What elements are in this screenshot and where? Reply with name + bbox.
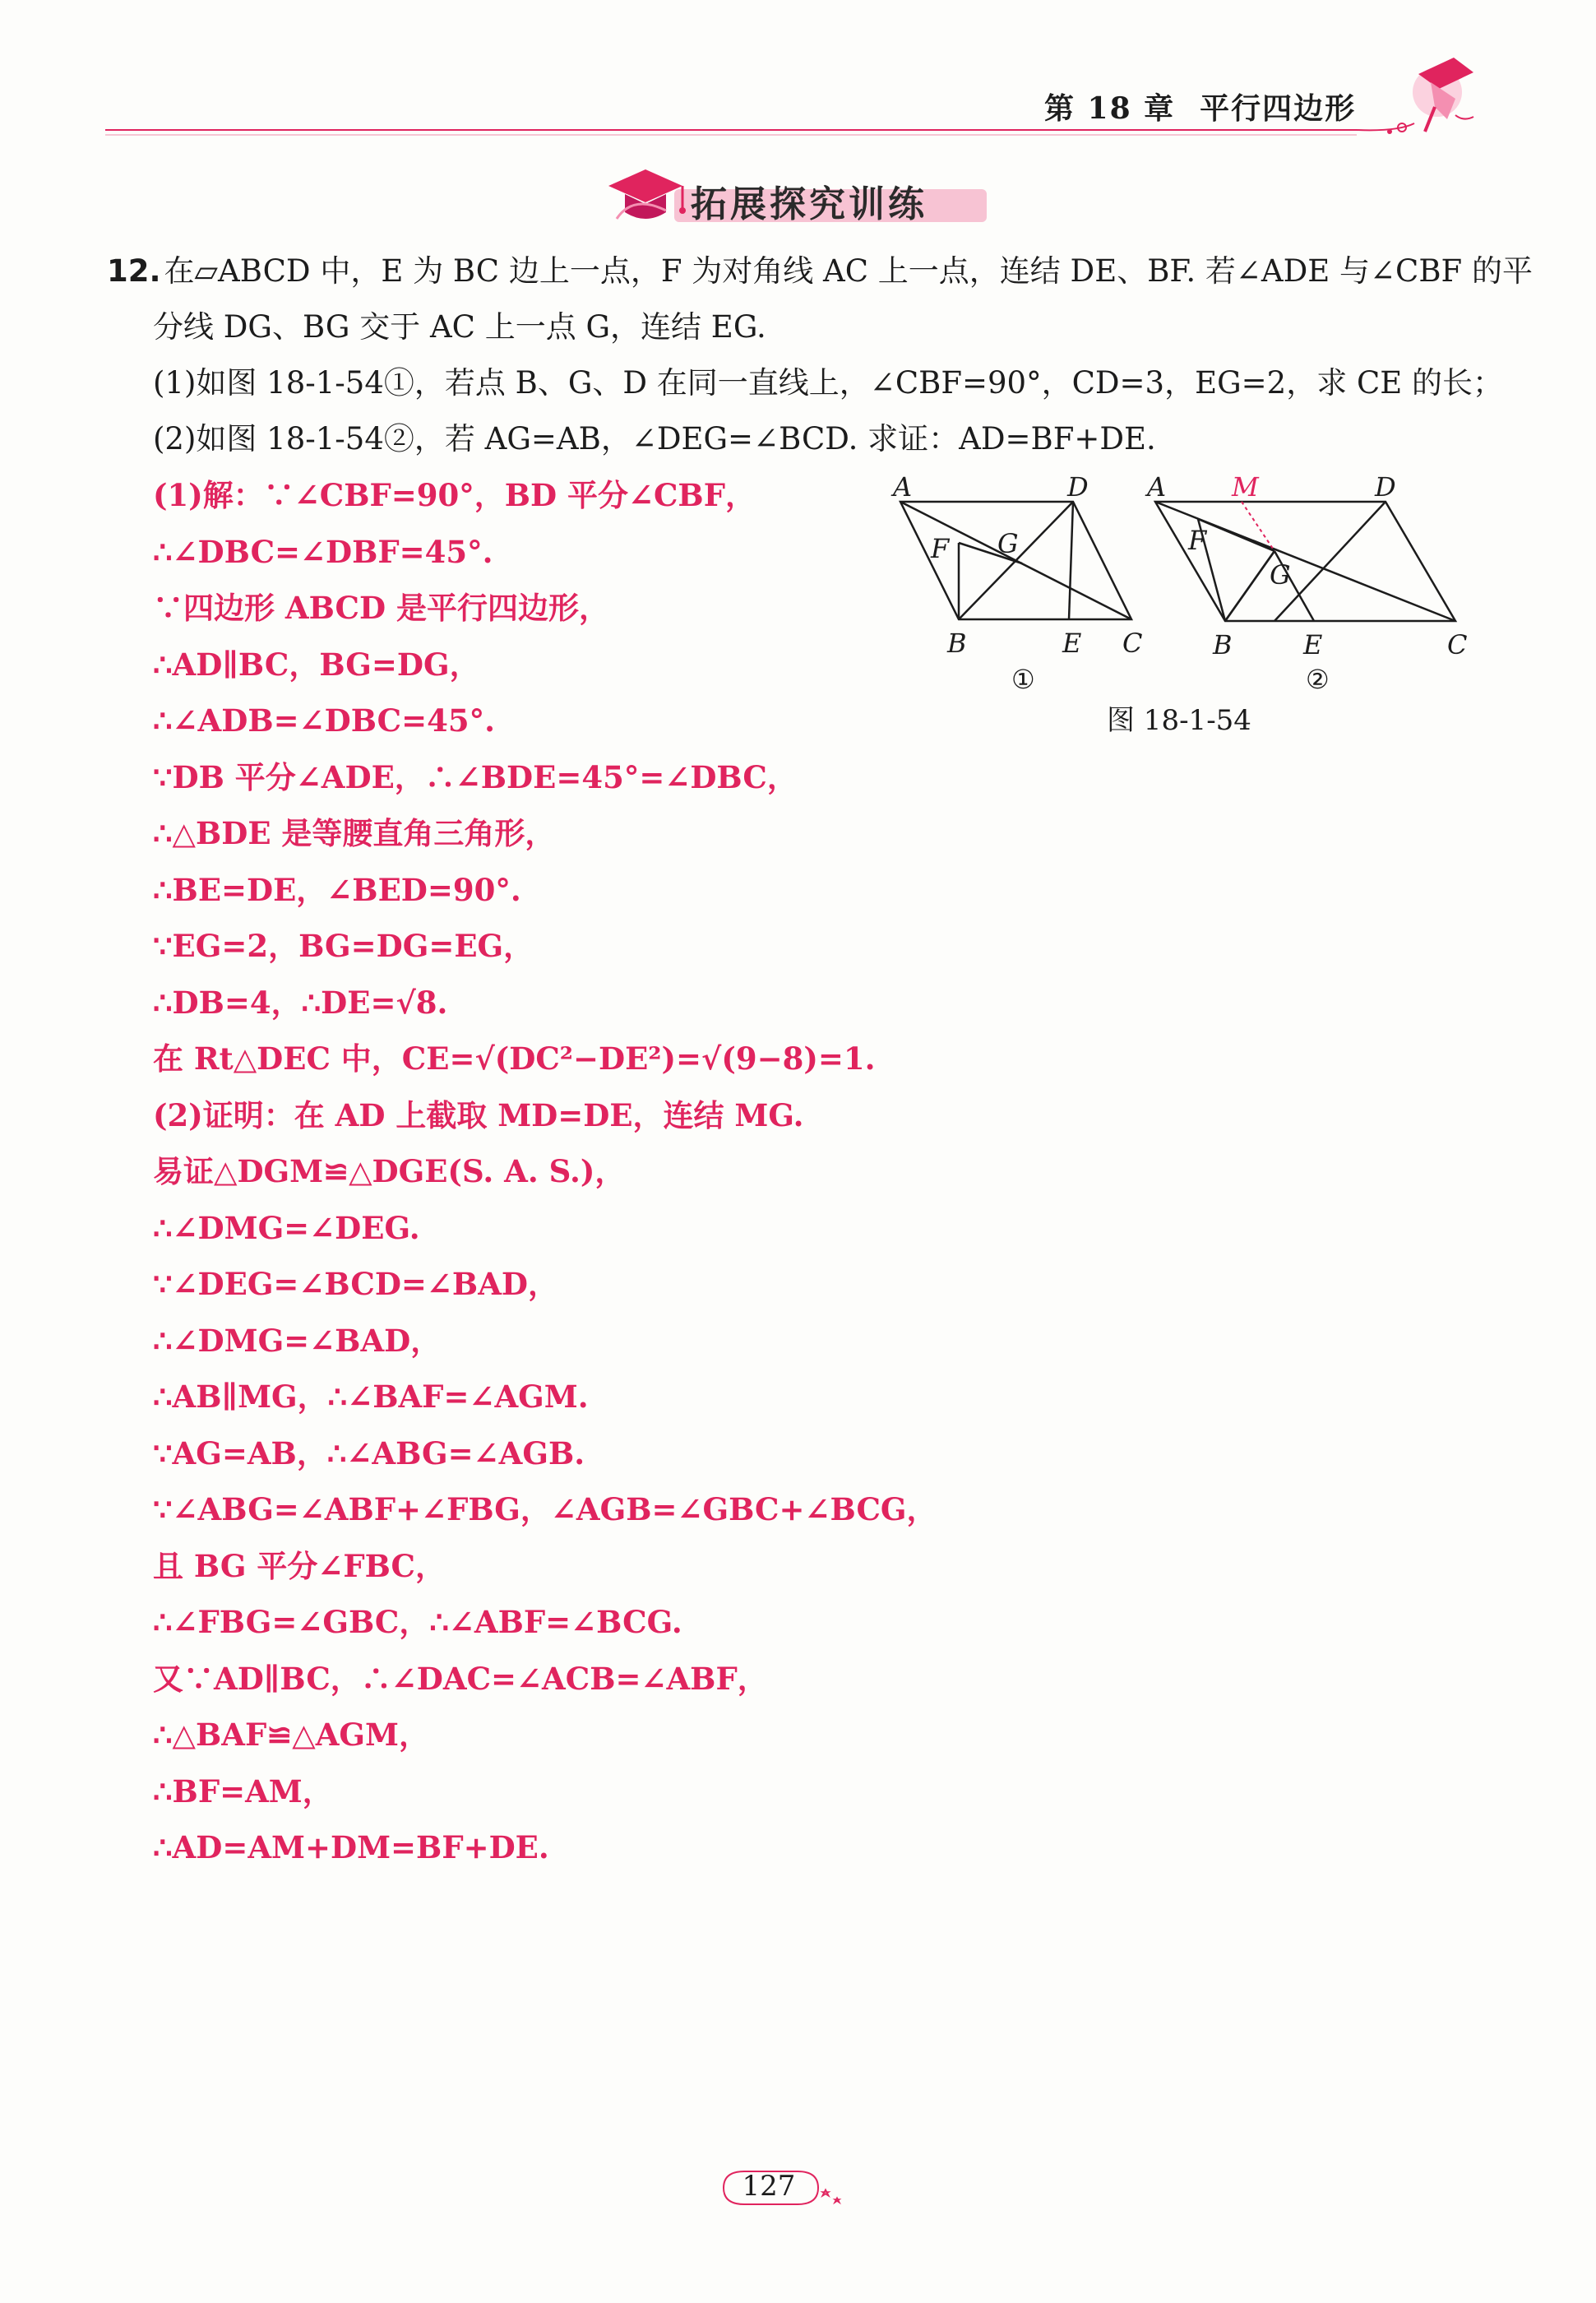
question-part-1: (1)如图 18-1-54①，若点 B、G、D 在同一直线上，∠CBF=90°，CD=3，EG=2，求 CE 的长； xyxy=(153,365,1504,401)
star-icon xyxy=(835,2198,840,2203)
solution-line: (1)解：∵∠CBF=90°，BD 平分∠CBF， xyxy=(153,477,756,513)
question-block xyxy=(107,243,1533,467)
chapter-title: 平行四边形 xyxy=(1200,91,1357,126)
page-number-badge xyxy=(707,2163,872,2213)
svg-text:D: D xyxy=(1375,471,1396,503)
svg-text:C: C xyxy=(1447,629,1468,660)
svg-text:B: B xyxy=(947,628,967,659)
figure-1-label: ① xyxy=(1011,664,1035,695)
solution-line: ∴BE=DE，∠BED=90°. xyxy=(153,871,521,908)
solution-line: ∴AB∥MG，∴∠BAF=∠AGM. xyxy=(153,1379,589,1415)
graduation-cap-icon xyxy=(608,169,686,219)
svg-text:A: A xyxy=(893,471,913,503)
svg-text:C: C xyxy=(1122,628,1143,659)
solution-line: (2)证明：在 AD 上截取 MD=DE，连结 MG. xyxy=(153,1096,804,1133)
chapter-header xyxy=(1044,86,1356,127)
solution-line: ∵EG=2，BG=DG=EG， xyxy=(153,928,534,964)
solution-line: ∵四边形 ABCD 是平行四边形， xyxy=(153,590,609,626)
question-line-2: 分线 DG、BG 交于 AC 上一点 G，连结 EG. xyxy=(153,309,766,345)
figure-2 xyxy=(1155,502,1455,621)
pencil-graduate-icon xyxy=(1387,58,1473,134)
solution-line: ∵DB 平分∠ADE，∴∠BDE=45°=∠DBC， xyxy=(153,758,798,795)
solution-line: 且 BG 平分∠FBC， xyxy=(153,1547,446,1584)
figure-2-label: ② xyxy=(1306,664,1330,695)
solution-block xyxy=(153,467,937,1876)
solution-line: ∴∠ADB=∠DBC=45°. xyxy=(153,702,495,739)
page-number: 127 xyxy=(742,2170,796,2203)
svg-text:E: E xyxy=(1303,629,1323,660)
solution-line: ∴∠DMG=∠BAD， xyxy=(153,1322,442,1359)
header-rule xyxy=(0,0,1596,156)
solution-line: ∴∠DMG=∠DEG. xyxy=(153,1209,420,1246)
svg-text:F: F xyxy=(931,533,950,564)
question-line-1: 12. 在▱ABCD 中，E 为 BC 边上一点，F 为对角线 AC 上一点，连结 DE、BF. 若∠ADE 与∠CBF 的平 xyxy=(107,253,1533,289)
figure-caption: 图 18-1-54 xyxy=(1107,704,1251,737)
svg-text:F: F xyxy=(1188,525,1207,556)
solution-line: ∴∠DBC=∠DBF=45°. xyxy=(153,533,493,570)
solution-line: ∴△BDE 是等腰直角三角形， xyxy=(153,815,556,851)
svg-text:G: G xyxy=(997,528,1019,559)
solution-line: ∴△BAF≌△AGM， xyxy=(153,1717,429,1753)
svg-text:D: D xyxy=(1067,471,1089,503)
section-title: 拓展探究训练 xyxy=(691,183,928,225)
solution-line: ∴AD=AM+DM=BF+DE. xyxy=(153,1829,549,1865)
solution-line: ∵∠ABG=∠ABF+∠FBG，∠AGB=∠GBC+∠BCG， xyxy=(153,1491,937,1527)
solution-line: ∴BF=AM， xyxy=(153,1772,333,1810)
question-number: 12. xyxy=(107,253,161,289)
svg-text:E: E xyxy=(1062,628,1082,659)
geometry-figure xyxy=(872,465,1497,703)
figure-2-labels xyxy=(1145,471,1467,695)
solution-line: 在 Rt△DEC 中，CE=√(DC²−DE²)=√(9−8)=1. xyxy=(153,1040,876,1077)
solution-line: ∴∠FBG=∠GBC，∴∠ABF=∠BCG. xyxy=(153,1604,682,1640)
figure-1-labels xyxy=(891,471,1142,695)
svg-text:A: A xyxy=(1147,471,1167,503)
solution-line: 易证△DGM≌△DGE(S. A. S.)， xyxy=(153,1153,626,1189)
question-part-2: (2)如图 18-1-54②，若 AG=AB，∠DEG=∠BCD. 求证：AD=BF+DE. xyxy=(153,421,1156,456)
chapter-number: 第 18 章 xyxy=(1044,91,1176,126)
svg-text:M: M xyxy=(1232,471,1259,503)
solution-line: ∵AG=AB，∴∠ABG=∠AGB. xyxy=(153,1434,585,1471)
solution-line: ∴DB=4，∴DE=√8. xyxy=(153,984,448,1021)
solution-line: ∵∠DEG=∠BCD=∠BAD， xyxy=(153,1266,558,1302)
svg-text:G: G xyxy=(1270,559,1291,591)
svg-text:B: B xyxy=(1213,629,1233,660)
solution-line: ∴AD∥BC，BG=DG， xyxy=(153,646,480,683)
solution-line: 又∵AD∥BC，∴∠DAC=∠ACB=∠ABF， xyxy=(153,1660,768,1697)
